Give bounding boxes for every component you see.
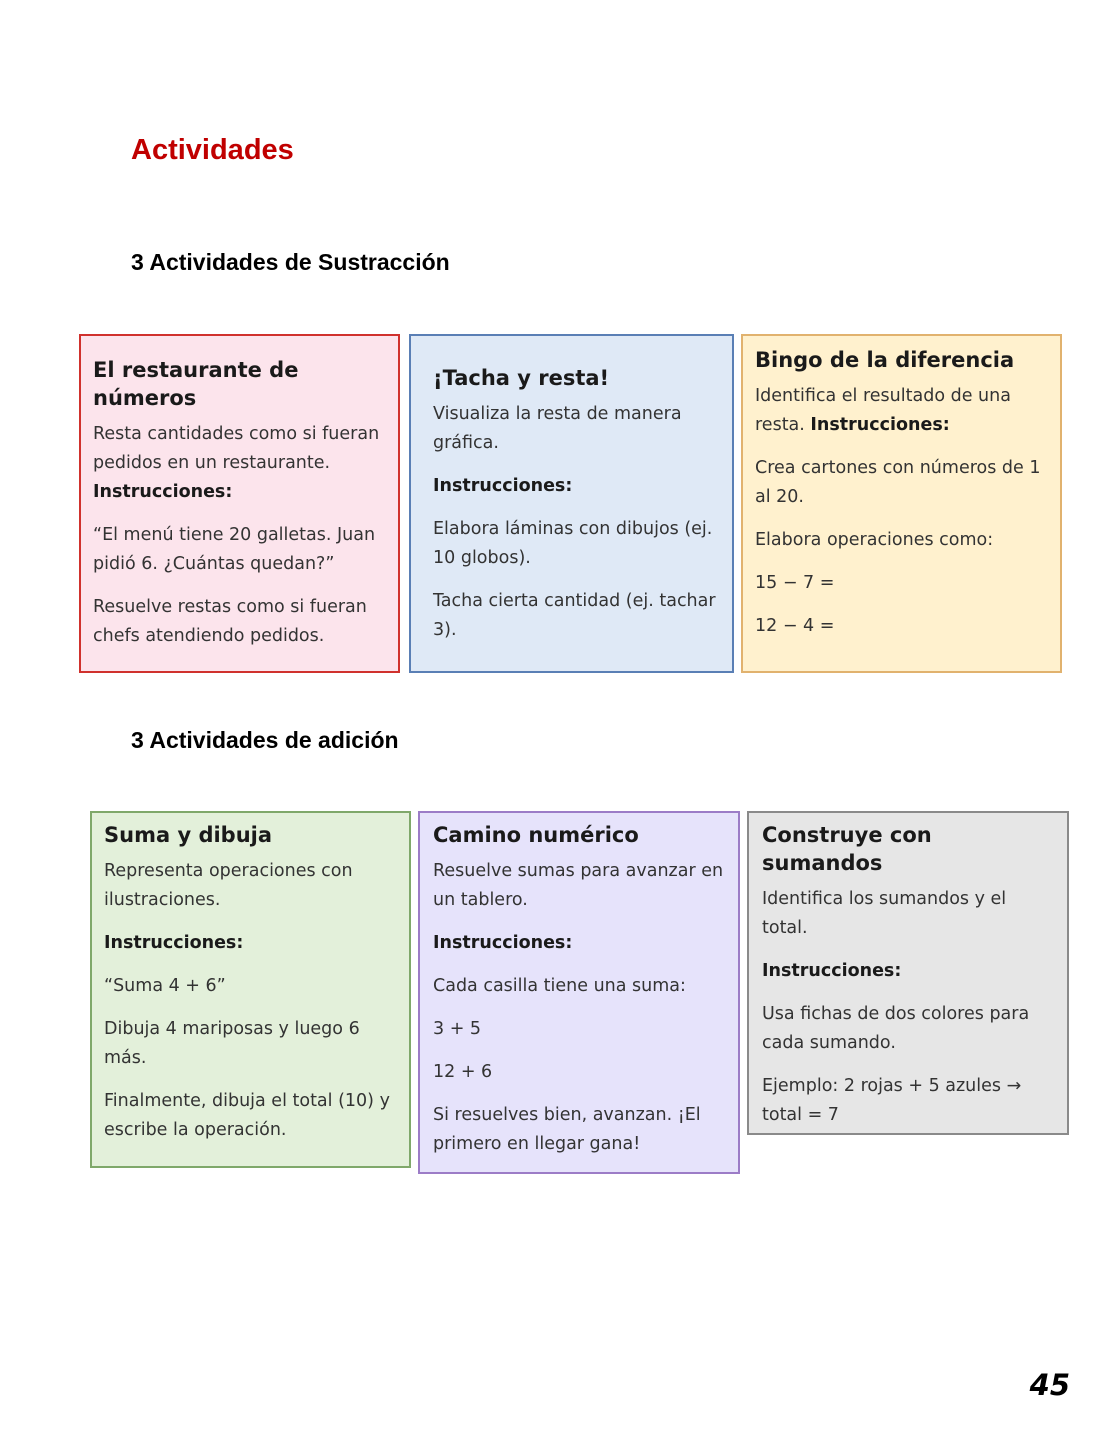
card-description: Visualiza la resta de manera gráfica. — [433, 404, 682, 453]
card-suma-y-dibuja — [90, 811, 411, 1168]
card-step: Elabora operaciones como: — [755, 530, 994, 550]
card-description: Resuelve sumas para avanzar en un tablero. — [433, 861, 724, 910]
card-step: Dibuja 4 mariposas y luego 6 más. — [104, 1019, 360, 1068]
addition-section-heading: 3 Actividades de adición — [131, 727, 399, 753]
card-operation: 12 + 6 — [433, 1062, 493, 1082]
instructions-label: Instrucciones: — [433, 933, 573, 953]
card-tacha-y-resta — [409, 334, 734, 673]
card-operation: 15 − 7 = — [755, 573, 835, 593]
card-step: Elabora láminas con dibujos (ej. 10 globos). — [433, 519, 713, 568]
card-description: Identifica los sumandos y el total. — [762, 889, 1007, 938]
card-title: Bingo de la diferencia — [755, 348, 1015, 372]
instructions-label: Instrucciones: — [810, 415, 950, 435]
instructions-label: Instrucciones: — [93, 482, 233, 502]
card-step: Tacha cierta cantidad (ej. tachar 3). — [433, 591, 716, 640]
card-title: Camino numérico — [433, 823, 639, 847]
page-title: Actividades — [131, 134, 294, 166]
card-title: Construye con sumandos — [762, 823, 932, 875]
card-closing: Si resuelves bien, avanzan. ¡El primero en llegar gana! — [433, 1105, 701, 1154]
card-step: Cada casilla tiene una suma: — [433, 976, 686, 996]
card-construye-sumandos — [747, 811, 1069, 1135]
card-example: “El menú tiene 20 galletas. Juan pidió 6. ¿Cuántas quedan?” — [93, 525, 376, 574]
card-description: Representa operaciones con ilustraciones. — [104, 861, 353, 910]
card-restaurante — [79, 334, 400, 673]
card-closing: Resuelve restas como si fueran chefs atendiendo pedidos. — [93, 597, 367, 646]
card-description: Identifica el resultado de una resta. Instrucciones: — [755, 386, 1011, 435]
card-title: Suma y dibuja — [104, 823, 273, 847]
card-example: Ejemplo: 2 rojas + 5 azules → total = 7 — [762, 1076, 1022, 1125]
card-operation: 12 − 4 = — [755, 616, 835, 636]
page-number: 45 — [1029, 1368, 1070, 1402]
card-example: “Suma 4 + 6” — [104, 976, 226, 996]
instructions-label: Instrucciones: — [104, 933, 244, 953]
card-title: El restaurante de números — [93, 358, 299, 410]
card-bingo-diferencia — [741, 334, 1062, 673]
card-title: ¡Tacha y resta! — [433, 366, 610, 390]
instructions-label: Instrucciones: — [762, 961, 902, 981]
card-step: Crea cartones con números de 1 al 20. — [755, 458, 1041, 507]
card-step: Usa fichas de dos colores para cada sumando. — [762, 1004, 1030, 1053]
subtraction-section-heading: 3 Actividades de Sustracción — [131, 249, 450, 275]
card-description: Resta cantidades como si fueran pedidos en un restaurante. Instrucciones: — [93, 424, 380, 502]
instructions-label: Instrucciones: — [433, 476, 573, 496]
card-operation: 3 + 5 — [433, 1019, 482, 1039]
card-camino-numerico — [418, 811, 740, 1174]
card-step: Finalmente, dibuja el total (10) y escribe la operación. — [104, 1091, 390, 1140]
